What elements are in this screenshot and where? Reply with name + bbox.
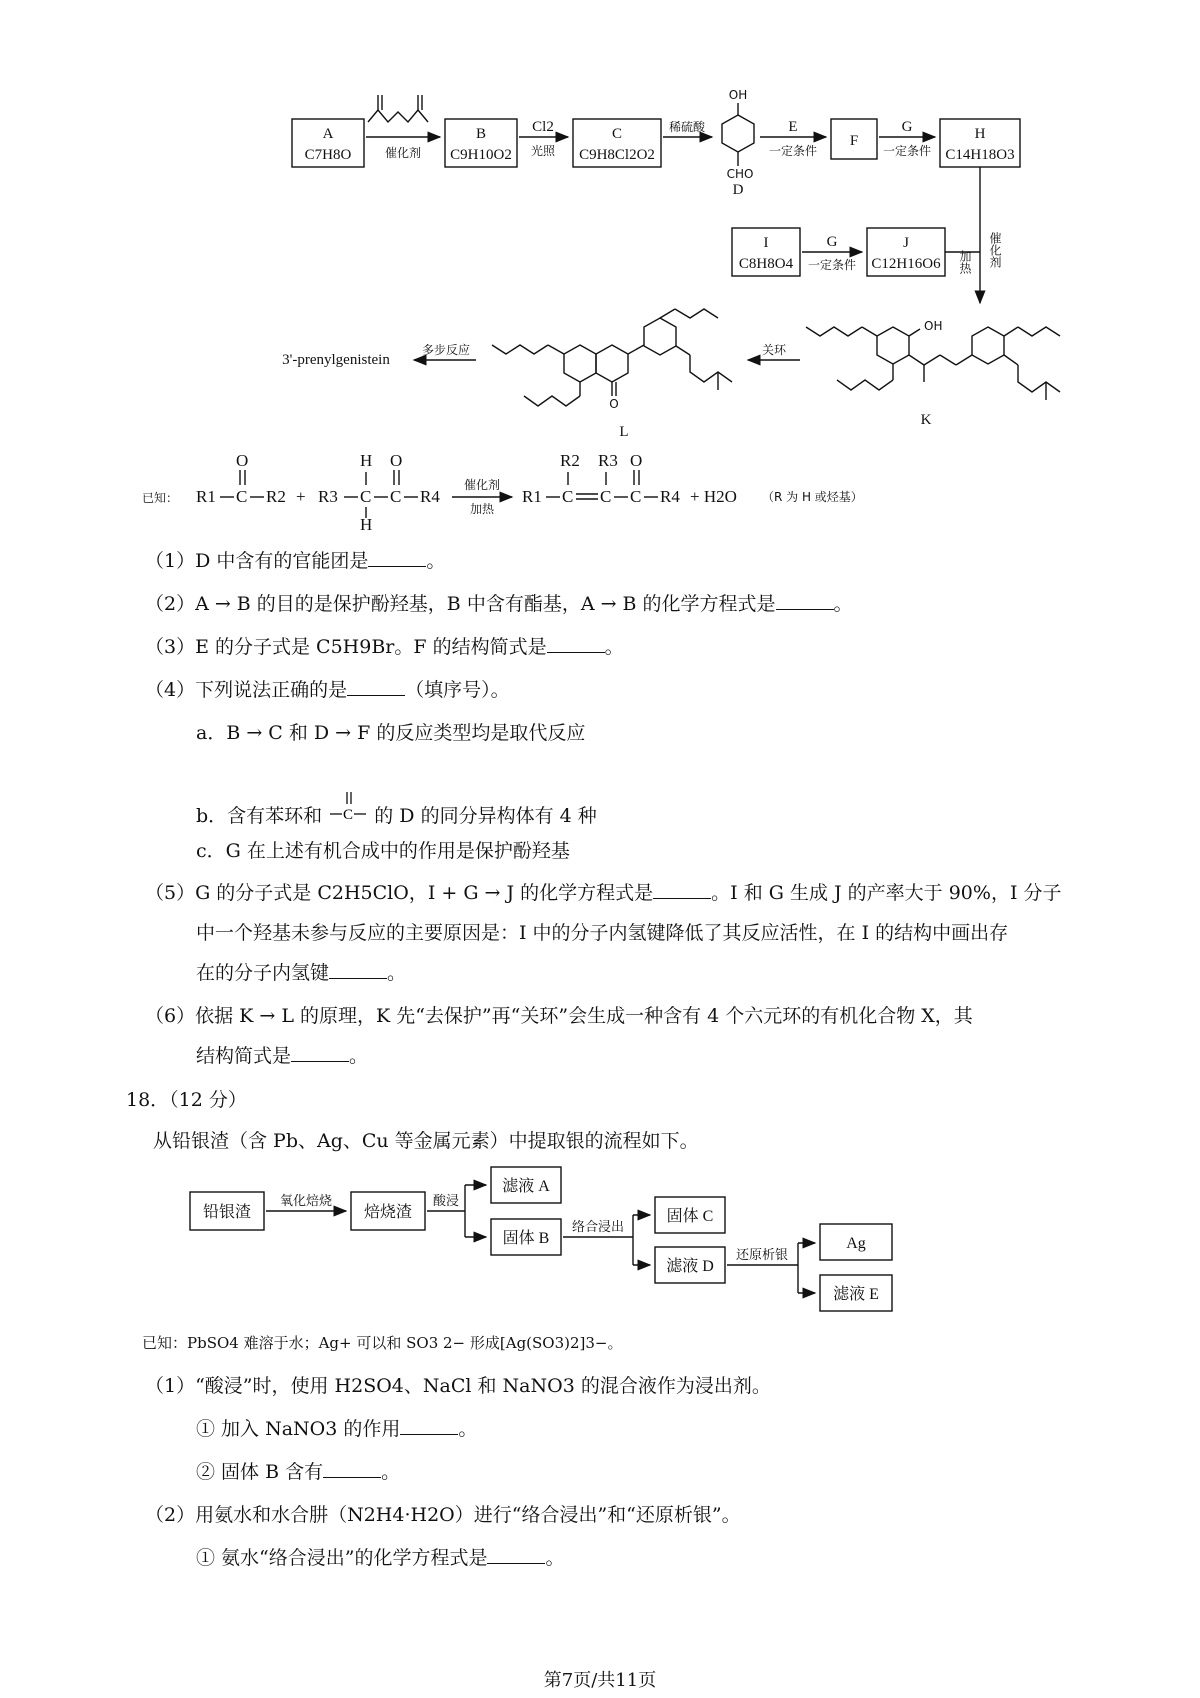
svg-text:+: + — [296, 487, 306, 506]
svg-text:加热: 加热 — [958, 250, 972, 274]
svg-text:C: C — [630, 487, 642, 506]
synthesis-scheme — [0, 0, 1200, 534]
svg-text:滤液 D: 滤液 D — [666, 1258, 714, 1275]
svg-text:催化剂: 催化剂 — [384, 146, 422, 160]
answer-blank[interactable] — [653, 880, 711, 899]
svg-text:R2: R2 — [266, 487, 286, 506]
svg-text:O: O — [236, 451, 249, 470]
svg-text:+ H2O: + H2O — [690, 487, 737, 506]
q18-header: 18．（12 分） — [126, 1089, 247, 1111]
q18-1: （1）“酸浸”时，使用 H2SO4、NaCl 和 NaNO3 的混合液作为浸出剂。 — [145, 1375, 771, 1397]
svg-text:H: H — [974, 126, 986, 142]
flow-filtrate-e — [820, 1275, 892, 1311]
svg-text:R1: R1 — [522, 487, 542, 506]
svg-text:O: O — [630, 451, 643, 470]
svg-text:C: C — [360, 487, 372, 506]
svg-text:OH: OH — [924, 319, 943, 333]
svg-text:一定条件: 一定条件 — [768, 144, 818, 158]
svg-text:O: O — [390, 451, 403, 470]
svg-text:络合浸出: 络合浸出 — [571, 1220, 625, 1235]
svg-text:稀硫酸: 稀硫酸 — [668, 120, 706, 134]
label-a: A — [322, 126, 334, 142]
flow-filtrate-a — [491, 1167, 561, 1203]
answer-blank[interactable] — [487, 1545, 545, 1564]
svg-text:K: K — [920, 412, 932, 428]
structure-d — [722, 88, 754, 198]
q17-4c: c．G 在上述有机合成中的作用是保护酚羟基 — [196, 840, 570, 862]
product-name: 3'-prenylgenistein — [282, 352, 390, 368]
answer-blank[interactable] — [347, 677, 405, 696]
svg-text:（R 为 H 或烃基）: （R 为 H 或烃基） — [762, 490, 863, 504]
svg-text:J: J — [903, 235, 909, 251]
svg-text:R2: R2 — [560, 451, 580, 470]
box-j — [867, 228, 945, 276]
svg-text:C: C — [343, 807, 354, 823]
svg-text:多步反应: 多步反应 — [421, 343, 471, 357]
svg-text:R1: R1 — [196, 487, 216, 506]
page-footer: 第7页/共11页 — [543, 1670, 657, 1691]
flow-solid-b — [491, 1219, 561, 1255]
svg-text:C: C — [600, 487, 612, 506]
box-a — [292, 119, 364, 167]
q17-5-line3: 在的分子内氢键 。 — [196, 962, 407, 984]
answer-blank[interactable] — [291, 1043, 349, 1062]
box-f — [831, 119, 877, 159]
q17-4b: b．含有苯环和 C 的 D 的同分异构体有 4 种 — [196, 786, 597, 829]
svg-text:固体 C: 固体 C — [666, 1208, 714, 1225]
svg-text:氧化焙烧: 氧化焙烧 — [279, 1194, 333, 1209]
svg-text:L: L — [619, 424, 629, 440]
q17-6-line2: 结构简式是 。 — [196, 1045, 369, 1067]
svg-text:关环: 关环 — [761, 343, 787, 357]
svg-text:焙烧渣: 焙烧渣 — [363, 1204, 413, 1221]
structure-l — [492, 309, 732, 440]
svg-text:催化剂: 催化剂 — [463, 478, 501, 492]
q17-5-line2: 中一个羟基未参与反应的主要原因是：I 中的分子内氢键降低了其反应活性，在 I 的结构中画出存 — [196, 922, 1009, 944]
formula-a: C7H8O — [304, 147, 352, 163]
svg-text:滤液 E: 滤液 E — [833, 1286, 879, 1303]
q17-4a: a．B → C 和 D → F 的反应类型均是取代反应 — [196, 722, 586, 744]
answer-blank[interactable] — [547, 634, 605, 653]
box-i — [732, 228, 800, 276]
svg-text:O: O — [609, 397, 619, 411]
svg-text:C: C — [236, 487, 248, 506]
q17-6: （6）依据 K → L 的原理，K 先“去保护”再“关环”会生成一种含有 4 个六元环的有机化合物 X，其 — [145, 1005, 973, 1027]
answer-blank[interactable] — [329, 960, 387, 979]
svg-text:C: C — [611, 126, 623, 142]
q18-known: 已知：PbSO4 难溶于水；Ag+ 可以和 SO3 2− 形成[Ag(SO3)2]3−。 — [142, 1334, 623, 1352]
svg-text:光照: 光照 — [530, 144, 556, 158]
svg-text:已知：: 已知： — [142, 491, 179, 505]
svg-text:Cl2: Cl2 — [532, 119, 554, 135]
q18-intro: 从铅银渣（含 Pb、Ag、Cu 等金属元素）中提取银的流程如下。 — [153, 1130, 699, 1152]
known-reaction — [142, 451, 863, 534]
q17-5: （5）G 的分子式是 C2H5ClO，I + G → J 的化学方程式是 。I 和 G 生成 J 的产率大于 90%，I 分子 — [145, 882, 1062, 904]
svg-text:G: G — [901, 119, 913, 135]
svg-text:R3: R3 — [598, 451, 618, 470]
svg-text:B: B — [475, 126, 487, 142]
q18-2: （2）用氨水和水合肼（N2H4·H2O）进行“络合浸出”和“还原析银”。 — [145, 1504, 741, 1526]
q18-1-1: ① 加入 NaNO3 的作用 。 — [196, 1418, 478, 1440]
box-h — [940, 119, 1020, 167]
svg-text:D: D — [732, 182, 744, 198]
box-b — [445, 119, 517, 167]
svg-text:R3: R3 — [318, 487, 338, 506]
carbonyl-group — [328, 786, 368, 826]
svg-text:C: C — [390, 487, 402, 506]
svg-text:一定条件: 一定条件 — [882, 144, 932, 158]
q18-2-1: ① 氨水“络合浸出”的化学方程式是 。 — [196, 1547, 565, 1569]
svg-text:C12H16O6: C12H16O6 — [871, 256, 941, 272]
svg-text:CHO: CHO — [726, 167, 754, 181]
anhydride-structure — [368, 95, 428, 122]
flow-start — [190, 1192, 264, 1230]
svg-text:C9H8Cl2O2: C9H8Cl2O2 — [579, 147, 655, 163]
q17-4: （4）下列说法正确的是 （填序号）。 — [145, 679, 510, 701]
q17-1: （1）D 中含有的官能团是 。 — [145, 550, 446, 572]
svg-text:固体 B: 固体 B — [502, 1230, 550, 1247]
q18-1-2: ② 固体 B 含有 。 — [196, 1461, 401, 1483]
answer-blank[interactable] — [400, 1416, 458, 1435]
svg-text:OH: OH — [728, 88, 748, 102]
svg-text:滤液 A: 滤液 A — [502, 1178, 550, 1195]
svg-text:Ag: Ag — [846, 1235, 866, 1252]
answer-blank[interactable] — [776, 591, 834, 610]
box-c — [573, 119, 661, 167]
svg-text:加热: 加热 — [469, 502, 495, 516]
svg-text:H: H — [360, 515, 373, 534]
svg-text:酸浸: 酸浸 — [432, 1194, 460, 1209]
svg-text:G: G — [826, 234, 838, 250]
svg-text:E: E — [788, 119, 798, 135]
svg-text:H: H — [360, 451, 373, 470]
svg-text:C9H10O2: C9H10O2 — [450, 147, 512, 163]
flow-filtrate-d — [655, 1247, 725, 1283]
extraction-flowchart — [0, 1160, 1200, 1320]
svg-text:还原析银: 还原析银 — [735, 1248, 789, 1263]
svg-text:催化剂: 催化剂 — [988, 232, 1002, 268]
structure-k — [806, 319, 1060, 428]
answer-blank[interactable] — [368, 548, 426, 567]
svg-text:I: I — [763, 235, 769, 251]
svg-text:C: C — [562, 487, 574, 506]
svg-text:F: F — [849, 133, 859, 149]
svg-text:一定条件: 一定条件 — [807, 258, 857, 272]
flow-ag — [820, 1224, 892, 1260]
svg-text:R4: R4 — [660, 487, 680, 506]
answer-blank[interactable] — [323, 1459, 381, 1478]
flow-solid-c — [655, 1197, 725, 1233]
svg-text:C8H8O4: C8H8O4 — [738, 256, 794, 272]
q17-2: （2）A → B 的目的是保护酚羟基，B 中含有酯基，A → B 的化学方程式是 。 — [145, 593, 853, 615]
flow-mid — [351, 1192, 425, 1230]
svg-text:铅银渣: 铅银渣 — [202, 1204, 252, 1221]
svg-text:C14H18O3: C14H18O3 — [945, 147, 1015, 163]
svg-text:R4: R4 — [420, 487, 440, 506]
q17-3: （3）E 的分子式是 C5H9Br。F 的结构简式是 。 — [145, 636, 624, 658]
